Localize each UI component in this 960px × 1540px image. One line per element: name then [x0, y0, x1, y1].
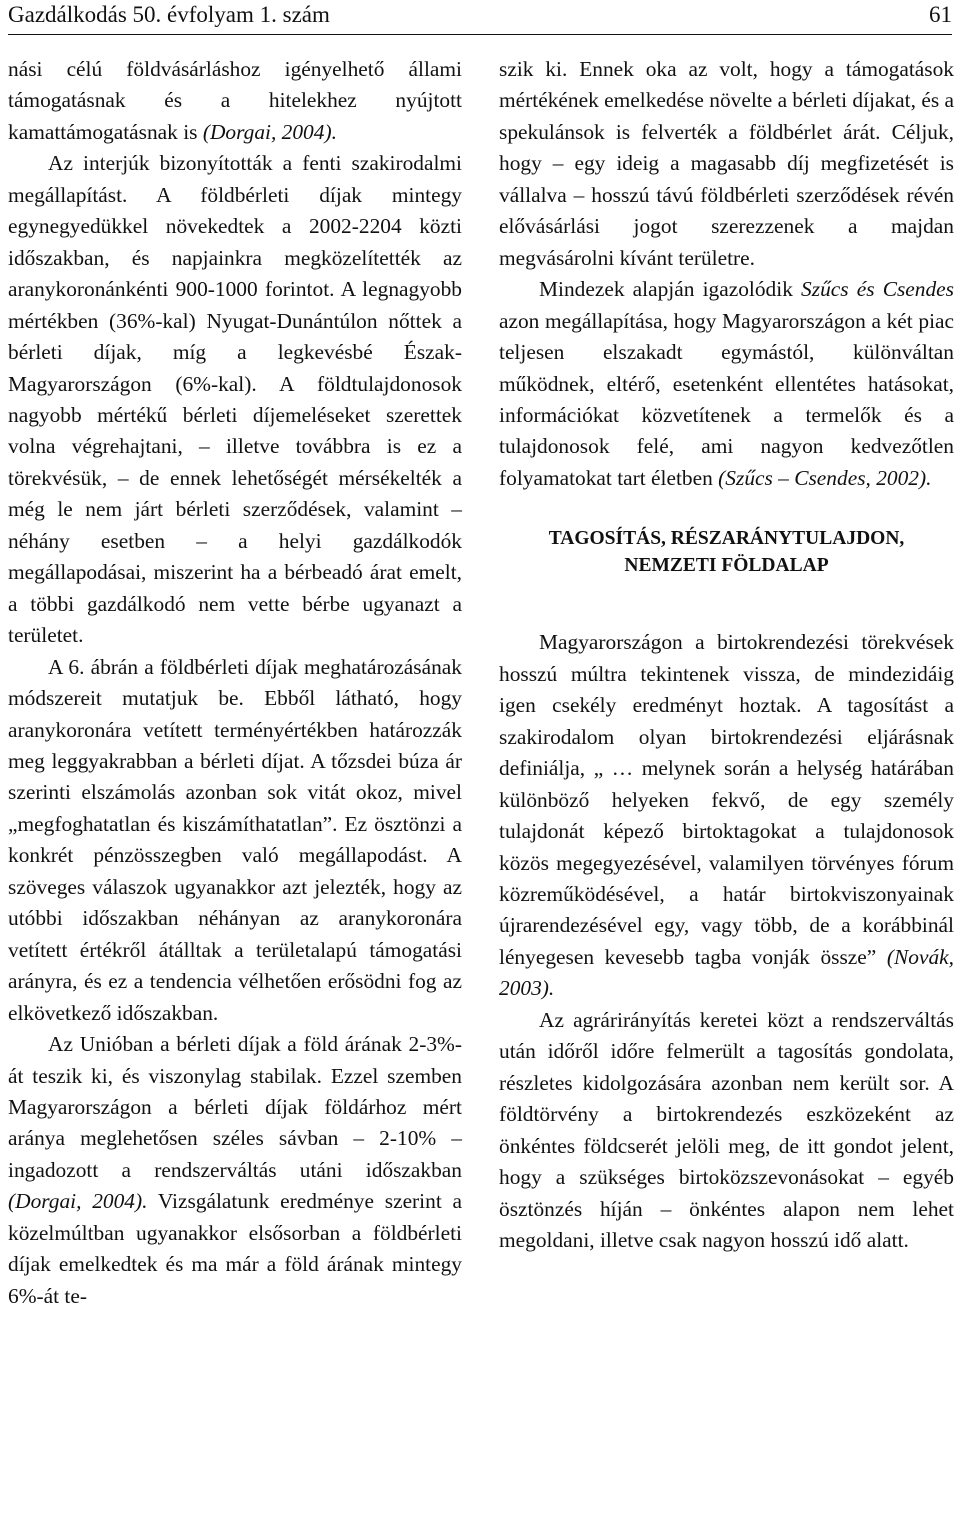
paragraph	[499, 274, 954, 494]
paragraph-text: Az Unióban a bérleti díjak a föld árának 2-3%-át teszik ki, és viszonylag stabilak. Ezzel szemben Magyarországon a bérleti díjak földárhoz mért aránya meglehetősen széles sávban – 2-10% – ingadozott a rendszerváltás utáni időszakban	[8, 1032, 462, 1182]
citation: (Szűcs – Csendes, 2002).	[718, 465, 932, 490]
paragraph: szik ki. Ennek oka az volt, hogy a támogatások mértékének emelkedése növelte a bérleti díjakat, és a spekulánsok is felverték a földbérlet árát. Céljuk, hogy – egy ideig a magasabb díj megfizetését is vállalva – hosszú távú földbérleti szerződések révén elővásárlási jogot szerezzenek a majdan megvásárolni kívánt területre.	[499, 57, 954, 270]
paragraph	[8, 54, 462, 148]
paragraph: Az interjúk bizonyították a fenti szakirodalmi megállapítást. A földbérleti díjak mintegy egynegyedükkel növekedtek a 2002-2204 közti időszakban, és napjainkra megközelítették az aranykoronánkénti 900-1000 forintot. A legnagyobb mértékben (36%-kal) Nyugat-Dunántúlon nőttek a bérleti díjak, míg a legkevésbé Észak-Magyarországon (6%-kal). A földtulajdonosok nagyobb mértékű bérleti díjemeléseket szerettek volna végrehajtani, – illetve továbbra is ez a törekvésük, – de ennek lehetőségét mérsékelték a még le nem járt bérleti szerződések, valamint – néhány esetben – a helyi gazdálkodók megállapodásai, miszerint ha a bérbeadó árat emelt, a többi gazdálkodó nem vette bérbe ugyanazt a területet.	[8, 151, 462, 648]
right-column	[499, 54, 954, 1256]
paragraph-text: Mindezek alapján igazolódik	[539, 277, 802, 302]
citation: (Novák, 2003).	[499, 944, 954, 1001]
left-column	[8, 54, 462, 1312]
page-number: 61	[929, 2, 952, 27]
paragraph	[8, 1029, 462, 1312]
paragraph-text: azon megállapítása, hogy Magyarországon a két piac teljesen elszakadt egymástól, különváltan működnek, eltérő, esetenként ellentétes hatásokat, információkat közvetítenek a termelők és a tulajdonosok felé, ami nagyon kedvezőtlen folyamatokat tart életben	[499, 308, 954, 490]
section-heading-line: TAGOSÍTÁS, RÉSZARÁNYTULAJDON,	[548, 528, 905, 550]
section-heading-line: NEMZETI FÖLDALAP	[624, 555, 829, 577]
citation: (Dorgai, 2004).	[8, 1189, 148, 1214]
paragraph-text: nási célú földvásárláshoz igényelhető állami támogatásnak és a hitelekhez nyújtott kamattámogatásnak is	[8, 57, 462, 144]
paragraph-text: Vizsgálatunk eredménye szerint a közelmúltban ugyanakkor elsősorban a földbérleti díjak emelkedtek és ma már a föld árának mintegy 6%-át te-	[8, 1189, 463, 1308]
journal-title: Gazdálkodás 50. évfolyam 1. szám	[8, 2, 330, 27]
section-heading	[499, 525, 954, 579]
paragraph	[499, 627, 954, 1004]
paragraph: A 6. ábrán a földbérleti díjak meghatározásának módszereit mutatjuk be. Ebből látható, hogy aranykoronára vetített terményértékben határozzák meg leggyakrabban a bérleti díjat. A tőzsdei búza ár szerinti elszámolás azonban sok vitát okoz, mivel „megfoghatatlan és kiszámíthatatlan”. Ez ösztönzi a konkrét pénzösszegben való megállapodást. A szöveges válaszok ugyanakkor azt jelezték, hogy az utóbbi időszakban néhányan az aranykoronára vetített értékről átálltak a területalapú támogatási arányra, és ez a tendencia vélhetően erősödni fog az elkövetkező időszakban.	[8, 654, 462, 1025]
paragraph-text: Magyarországon a birtokrendezési törekvések hosszú múltra tekintenek vissza, de mindezidáig igen csekély eredményt hoztak. A tagosítást a szakirodalom olyan birtokrendezési eljárásnak definiálja, „ … melynek során a helység határában különböző helyeken fekvő, de egy személy tulajdonát képező birtoktagokat a tulajdonosok közös megegyezésével, valamilyen törvényes fórum közreműködésével, a határ birtokviszonyainak újrarendezésével egy, vagy több, de a korábbinál lényegesen kevesebb tagba vonják össze”	[499, 630, 954, 969]
paragraph: Az agrárirányítás keretei közt a rendszerváltás után időről időre felmerült a tagosítás gondolata, részletes kidolgozására azonban nem került sor. A földtörvény a birtokrendezés eszközeként az önkéntes földcserét jelöli meg, de itt gondot jelent, hogy a szükséges birtoközszevonásokat – egyéb ösztönzés híján – önkéntes alapon nem lehet megoldani, illetve csak nagyon hosszú idő alatt.	[499, 1007, 954, 1252]
citation: Szűcs és Csendes	[801, 277, 954, 302]
page-header	[8, 0, 952, 35]
citation: (Dorgai, 2004).	[202, 119, 337, 144]
